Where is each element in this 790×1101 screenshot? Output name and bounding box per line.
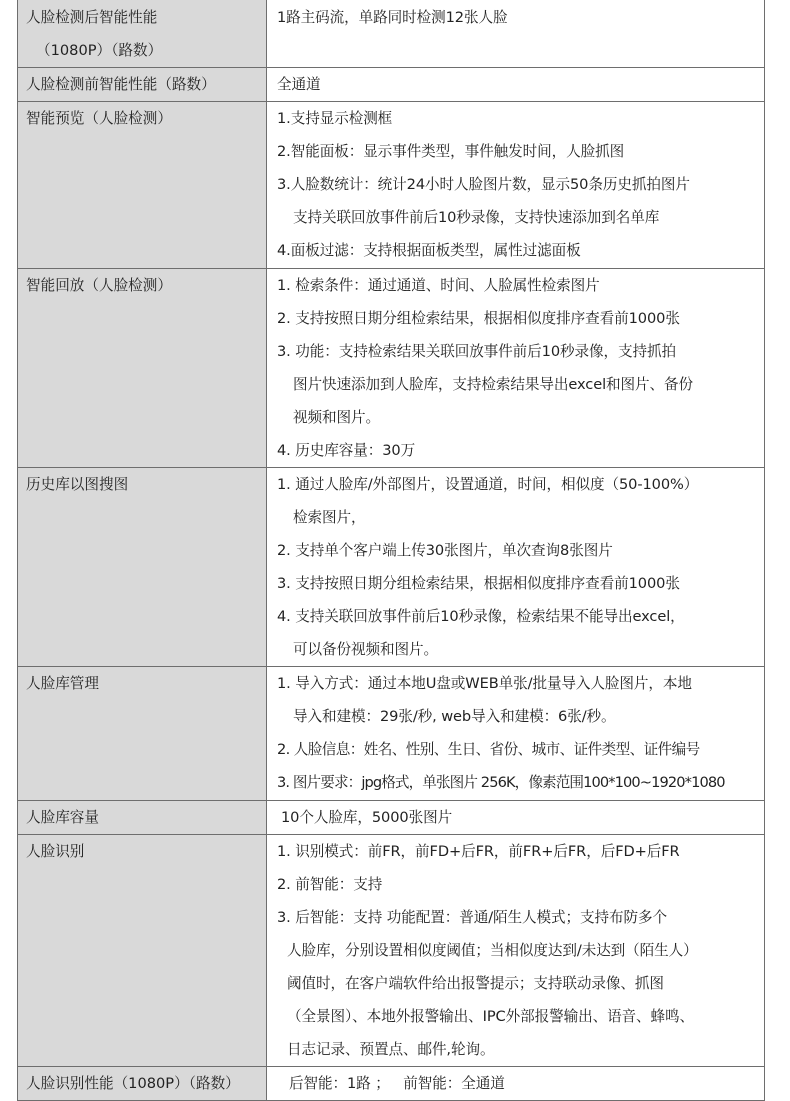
table-row (18, 0, 765, 68)
table-row (18, 468, 765, 667)
label-line: 历史库以图搜图 (26, 476, 129, 493)
table-row (18, 102, 765, 269)
value-line: 后智能：1路 ； 前智能：全通道 (289, 1075, 505, 1092)
spec-label (18, 801, 267, 835)
value-line: 图片快速添加到人脸库，支持检索结果导出excel和图片、备份 (293, 376, 694, 393)
value-line: 1路主码流，单路同时检测12张人脸 (277, 9, 508, 26)
spec-table (17, 0, 765, 1101)
value-line: 3. 后智能：支持 功能配置：普通/陌生人模式；支持布防多个 (277, 909, 667, 926)
value-line: 2. 支持按照日期分组检索结果，根据相似度排序查看前1000张 (277, 310, 680, 327)
table-row (18, 801, 765, 835)
value-line: （全景图）、本地外报警输出、IPC外部报警输出、语音、蜂鸣、 (287, 1008, 695, 1025)
spec-label (18, 667, 267, 801)
spec-value (267, 0, 765, 68)
spec-value (267, 68, 765, 102)
value-line: 检索图片， (293, 509, 366, 526)
label-line: 人脸检测前智能性能（路数） (26, 76, 216, 93)
spec-label (18, 102, 267, 269)
table-row (18, 667, 765, 801)
spec-value (267, 801, 765, 835)
value-line: 2. 支持单个客户端上传30张图片，单次查询8张图片 (277, 542, 613, 559)
value-line: 1. 导入方式：通过本地U盘或WEB单张/批量导入人脸图片，本地 (277, 675, 692, 692)
label-line: 人脸库容量 (26, 809, 99, 826)
spec-label (18, 0, 267, 68)
value-line: 1. 识别模式：前FR，前FD+后FR，前FR+后FR，后FD+后FR (277, 843, 680, 860)
spec-label (18, 835, 267, 1067)
label-line: （1080P）（路数） (36, 42, 163, 59)
value-line: 3. 图片要求：jpg格式，单张图片 256K，像素范围100*100~1920*1080 (277, 774, 725, 791)
label-line: 人脸检测后智能性能 (26, 9, 158, 26)
value-line: 可以备份视频和图片。 (293, 641, 438, 658)
value-line: 1.支持显示检测框 (277, 110, 393, 127)
spec-value (267, 835, 765, 1067)
spec-label (18, 1067, 267, 1101)
value-line: 支持关联回放事件前后10秒录像，支持快速添加到名单库 (293, 209, 660, 226)
value-line: 人脸库，分别设置相似度阈值；当相似度达到/未达到（陌生人） (287, 942, 698, 959)
table-row (18, 269, 765, 468)
value-line: 2.智能面板：显示事件类型，事件触发时间，人脸抓图 (277, 143, 625, 160)
label-line: 智能预览（人脸检测） (26, 110, 172, 127)
table-row (18, 68, 765, 102)
spec-value (267, 667, 765, 801)
value-line: 阈值时，在客户端软件给出报警提示；支持联动录像、抓图 (287, 975, 664, 992)
value-line: 4. 支持关联回放事件前后10秒录像，检索结果不能导出excel， (277, 608, 685, 625)
spec-label (18, 68, 267, 102)
spec-value (267, 102, 765, 269)
value-line: 4.面板过滤：支持根据面板类型，属性过滤面板 (277, 242, 581, 259)
spec-label (18, 468, 267, 667)
value-line: 3.人脸数统计：统计24小时人脸图片数，显示50条历史抓拍图片 (277, 176, 690, 193)
value-line: 导入和建模：29张/秒, web导入和建模：6张/秒。 (293, 708, 616, 725)
table-row (18, 835, 765, 1067)
value-line: 2. 人脸信息：姓名、性别、生日、省份、城市、证件类型、证件编号 (277, 741, 700, 758)
value-line: 1. 通过人脸库/外部图片，设置通道，时间，相似度（50-100%） (277, 476, 699, 493)
value-line: 3. 支持按照日期分组检索结果，根据相似度排序查看前1000张 (277, 575, 680, 592)
value-line: 3. 功能：支持检索结果关联回放事件前后10秒录像，支持抓拍 (277, 343, 676, 360)
value-line: 1. 检索条件：通过通道、时间、人脸属性检索图片 (277, 277, 600, 294)
spec-value (267, 1067, 765, 1101)
value-line: 2. 前智能：支持 (277, 876, 383, 893)
spec-value (267, 269, 765, 468)
spec-label (18, 269, 267, 468)
value-line: 全通道 (277, 76, 321, 93)
label-line: 人脸识别 (26, 843, 85, 860)
value-line: 10个人脸库，5000张图片 (281, 809, 453, 826)
label-line: 人脸库管理 (26, 675, 99, 692)
label-line: 智能回放（人脸检测） (26, 277, 172, 294)
value-line: 4. 历史库容量：30万 (277, 442, 416, 459)
value-line: 视频和图片。 (293, 409, 380, 426)
value-line: 日志记录、预置点、邮件,轮询。 (287, 1041, 495, 1058)
spec-value (267, 468, 765, 667)
table-row (18, 1067, 765, 1101)
label-line: 人脸识别性能（1080P）（路数） (26, 1075, 240, 1092)
